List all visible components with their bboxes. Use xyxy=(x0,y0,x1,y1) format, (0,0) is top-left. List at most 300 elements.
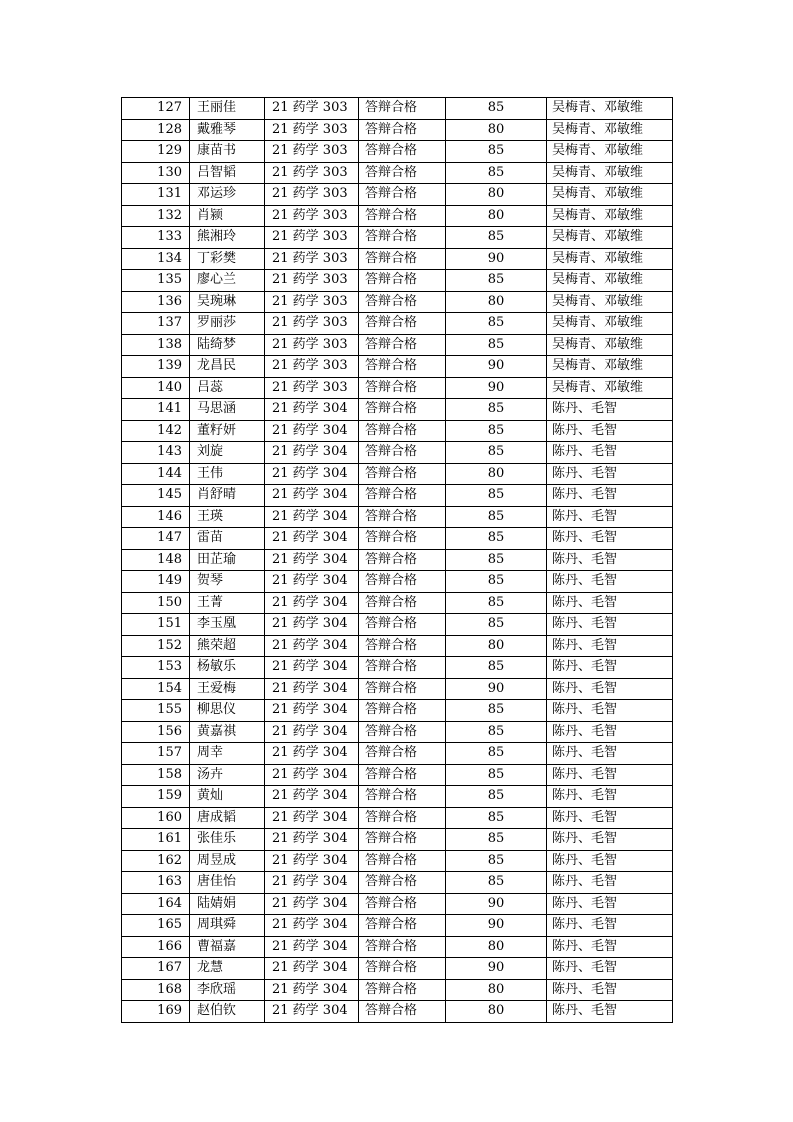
row-number-cell: 146 xyxy=(122,506,190,528)
defense-result-cell: 答辩合格 xyxy=(359,721,446,743)
row-number-cell: 141 xyxy=(122,399,190,421)
class-cell: 21 药学 304 xyxy=(265,399,359,421)
table-row xyxy=(122,807,673,829)
score-cell: 80 xyxy=(446,119,547,141)
advisors-cell: 吴梅青、邓敏维 xyxy=(547,334,673,356)
defense-result-cell: 答辩合格 xyxy=(359,334,446,356)
row-number-cell: 154 xyxy=(122,678,190,700)
table-row xyxy=(122,592,673,614)
student-name-cell: 周琪舜 xyxy=(190,915,265,937)
student-name-cell: 曹福嘉 xyxy=(190,936,265,958)
score-cell: 80 xyxy=(446,291,547,313)
student-name-cell: 董籽妍 xyxy=(190,420,265,442)
score-cell: 85 xyxy=(446,764,547,786)
class-cell: 21 药学 303 xyxy=(265,227,359,249)
table-row xyxy=(122,635,673,657)
student-name-cell: 康苗书 xyxy=(190,141,265,163)
class-cell: 21 药学 304 xyxy=(265,829,359,851)
table-row xyxy=(122,377,673,399)
row-number-cell: 165 xyxy=(122,915,190,937)
advisors-cell: 陈丹、毛智 xyxy=(547,678,673,700)
score-cell: 85 xyxy=(446,743,547,765)
table-row xyxy=(122,528,673,550)
table-row xyxy=(122,184,673,206)
score-cell: 85 xyxy=(446,399,547,421)
score-cell: 85 xyxy=(446,485,547,507)
defense-result-cell: 答辩合格 xyxy=(359,657,446,679)
score-cell: 85 xyxy=(446,700,547,722)
defense-result-cell: 答辩合格 xyxy=(359,162,446,184)
class-cell: 21 药学 304 xyxy=(265,936,359,958)
student-name-cell: 田芷瑜 xyxy=(190,549,265,571)
class-cell: 21 药学 303 xyxy=(265,184,359,206)
table-row xyxy=(122,248,673,270)
table-row xyxy=(122,291,673,313)
advisors-cell: 陈丹、毛智 xyxy=(547,936,673,958)
table-row xyxy=(122,571,673,593)
row-number-cell: 140 xyxy=(122,377,190,399)
class-cell: 21 药学 304 xyxy=(265,506,359,528)
student-name-cell: 李欣瑶 xyxy=(190,979,265,1001)
row-number-cell: 130 xyxy=(122,162,190,184)
row-number-cell: 144 xyxy=(122,463,190,485)
row-number-cell: 158 xyxy=(122,764,190,786)
score-cell: 85 xyxy=(446,334,547,356)
score-cell: 80 xyxy=(446,205,547,227)
student-name-cell: 吕蕊 xyxy=(190,377,265,399)
defense-result-cell: 答辩合格 xyxy=(359,227,446,249)
class-cell: 21 药学 304 xyxy=(265,549,359,571)
defense-result-cell: 答辩合格 xyxy=(359,614,446,636)
score-cell: 90 xyxy=(446,915,547,937)
score-cell: 90 xyxy=(446,678,547,700)
student-name-cell: 龙慧 xyxy=(190,958,265,980)
class-cell: 21 药学 303 xyxy=(265,334,359,356)
student-name-cell: 马思涵 xyxy=(190,399,265,421)
table-row xyxy=(122,162,673,184)
row-number-cell: 159 xyxy=(122,786,190,808)
defense-result-cell: 答辩合格 xyxy=(359,313,446,335)
student-name-cell: 黄灿 xyxy=(190,786,265,808)
advisors-cell: 吴梅青、邓敏维 xyxy=(547,270,673,292)
table-row xyxy=(122,743,673,765)
student-name-cell: 丁彩樊 xyxy=(190,248,265,270)
class-cell: 21 药学 304 xyxy=(265,657,359,679)
advisors-cell: 陈丹、毛智 xyxy=(547,635,673,657)
class-cell: 21 药学 304 xyxy=(265,485,359,507)
score-cell: 85 xyxy=(446,98,547,120)
score-cell: 85 xyxy=(446,420,547,442)
row-number-cell: 133 xyxy=(122,227,190,249)
defense-result-cell: 答辩合格 xyxy=(359,958,446,980)
table-row xyxy=(122,119,673,141)
table-row xyxy=(122,979,673,1001)
score-cell: 85 xyxy=(446,442,547,464)
class-cell: 21 药学 303 xyxy=(265,377,359,399)
advisors-cell: 陈丹、毛智 xyxy=(547,850,673,872)
table-row xyxy=(122,227,673,249)
class-cell: 21 药学 303 xyxy=(265,291,359,313)
row-number-cell: 155 xyxy=(122,700,190,722)
defense-result-cell: 答辩合格 xyxy=(359,442,446,464)
class-cell: 21 药学 304 xyxy=(265,915,359,937)
table-row xyxy=(122,270,673,292)
score-cell: 85 xyxy=(446,657,547,679)
score-cell: 85 xyxy=(446,162,547,184)
advisors-cell: 陈丹、毛智 xyxy=(547,807,673,829)
table-row xyxy=(122,356,673,378)
table-row xyxy=(122,850,673,872)
table-row xyxy=(122,399,673,421)
advisors-cell: 吴梅青、邓敏维 xyxy=(547,248,673,270)
advisors-cell: 吴梅青、邓敏维 xyxy=(547,119,673,141)
score-cell: 85 xyxy=(446,592,547,614)
table-row xyxy=(122,141,673,163)
table-row xyxy=(122,872,673,894)
score-cell: 80 xyxy=(446,184,547,206)
score-cell: 85 xyxy=(446,850,547,872)
class-cell: 21 药学 303 xyxy=(265,141,359,163)
results-table-body xyxy=(122,98,673,1023)
defense-result-cell: 答辩合格 xyxy=(359,872,446,894)
student-name-cell: 吕智韬 xyxy=(190,162,265,184)
advisors-cell: 陈丹、毛智 xyxy=(547,786,673,808)
advisors-cell: 陈丹、毛智 xyxy=(547,764,673,786)
advisors-cell: 陈丹、毛智 xyxy=(547,420,673,442)
row-number-cell: 136 xyxy=(122,291,190,313)
table-row xyxy=(122,678,673,700)
advisors-cell: 陈丹、毛智 xyxy=(547,463,673,485)
score-cell: 80 xyxy=(446,1001,547,1023)
student-name-cell: 杨敏乐 xyxy=(190,657,265,679)
student-name-cell: 戴雅琴 xyxy=(190,119,265,141)
row-number-cell: 163 xyxy=(122,872,190,894)
score-cell: 85 xyxy=(446,141,547,163)
table-row xyxy=(122,205,673,227)
student-name-cell: 张佳乐 xyxy=(190,829,265,851)
table-row xyxy=(122,485,673,507)
defense-result-cell: 答辩合格 xyxy=(359,356,446,378)
advisors-cell: 吴梅青、邓敏维 xyxy=(547,98,673,120)
row-number-cell: 168 xyxy=(122,979,190,1001)
student-name-cell: 周昱成 xyxy=(190,850,265,872)
class-cell: 21 药学 304 xyxy=(265,528,359,550)
row-number-cell: 127 xyxy=(122,98,190,120)
defense-result-cell: 答辩合格 xyxy=(359,463,446,485)
row-number-cell: 145 xyxy=(122,485,190,507)
student-name-cell: 龙昌民 xyxy=(190,356,265,378)
class-cell: 21 药学 304 xyxy=(265,700,359,722)
class-cell: 21 药学 304 xyxy=(265,721,359,743)
class-cell: 21 药学 304 xyxy=(265,743,359,765)
class-cell: 21 药学 304 xyxy=(265,442,359,464)
advisors-cell: 吴梅青、邓敏维 xyxy=(547,227,673,249)
class-cell: 21 药学 304 xyxy=(265,958,359,980)
row-number-cell: 161 xyxy=(122,829,190,851)
row-number-cell: 169 xyxy=(122,1001,190,1023)
table-row xyxy=(122,721,673,743)
defense-result-cell: 答辩合格 xyxy=(359,829,446,851)
student-name-cell: 黄嘉祺 xyxy=(190,721,265,743)
advisors-cell: 陈丹、毛智 xyxy=(547,958,673,980)
student-name-cell: 赵伯钦 xyxy=(190,1001,265,1023)
advisors-cell: 陈丹、毛智 xyxy=(547,399,673,421)
defense-result-cell: 答辩合格 xyxy=(359,592,446,614)
row-number-cell: 131 xyxy=(122,184,190,206)
advisors-cell: 陈丹、毛智 xyxy=(547,743,673,765)
class-cell: 21 药学 303 xyxy=(265,205,359,227)
class-cell: 21 药学 304 xyxy=(265,571,359,593)
table-row xyxy=(122,893,673,915)
class-cell: 21 药学 304 xyxy=(265,635,359,657)
defense-result-cell: 答辩合格 xyxy=(359,635,446,657)
row-number-cell: 137 xyxy=(122,313,190,335)
table-row xyxy=(122,936,673,958)
row-number-cell: 152 xyxy=(122,635,190,657)
table-row xyxy=(122,313,673,335)
student-name-cell: 吴琬琳 xyxy=(190,291,265,313)
defense-result-cell: 答辩合格 xyxy=(359,678,446,700)
student-name-cell: 王爱梅 xyxy=(190,678,265,700)
table-row xyxy=(122,334,673,356)
student-name-cell: 李玉凰 xyxy=(190,614,265,636)
student-name-cell: 肖颍 xyxy=(190,205,265,227)
row-number-cell: 151 xyxy=(122,614,190,636)
class-cell: 21 药学 304 xyxy=(265,893,359,915)
student-name-cell: 廖心兰 xyxy=(190,270,265,292)
score-cell: 80 xyxy=(446,936,547,958)
score-cell: 90 xyxy=(446,377,547,399)
defense-result-cell: 答辩合格 xyxy=(359,807,446,829)
student-name-cell: 陆绮梦 xyxy=(190,334,265,356)
advisors-cell: 陈丹、毛智 xyxy=(547,549,673,571)
advisors-cell: 吴梅青、邓敏维 xyxy=(547,356,673,378)
table-row xyxy=(122,1001,673,1023)
defense-result-cell: 答辩合格 xyxy=(359,893,446,915)
score-cell: 85 xyxy=(446,227,547,249)
class-cell: 21 药学 304 xyxy=(265,979,359,1001)
row-number-cell: 134 xyxy=(122,248,190,270)
defense-result-cell: 答辩合格 xyxy=(359,571,446,593)
defense-result-cell: 答辩合格 xyxy=(359,915,446,937)
student-name-cell: 唐成韬 xyxy=(190,807,265,829)
class-cell: 21 药学 304 xyxy=(265,850,359,872)
student-name-cell: 王瑛 xyxy=(190,506,265,528)
student-name-cell: 陆婧娟 xyxy=(190,893,265,915)
defense-result-cell: 答辩合格 xyxy=(359,270,446,292)
table-row xyxy=(122,829,673,851)
advisors-cell: 吴梅青、邓敏维 xyxy=(547,184,673,206)
defense-result-cell: 答辩合格 xyxy=(359,786,446,808)
defense-result-cell: 答辩合格 xyxy=(359,850,446,872)
score-cell: 90 xyxy=(446,893,547,915)
student-name-cell: 周幸 xyxy=(190,743,265,765)
class-cell: 21 药学 304 xyxy=(265,614,359,636)
defense-result-cell: 答辩合格 xyxy=(359,141,446,163)
student-name-cell: 罗丽莎 xyxy=(190,313,265,335)
table-row xyxy=(122,442,673,464)
table-row xyxy=(122,614,673,636)
advisors-cell: 吴梅青、邓敏维 xyxy=(547,377,673,399)
table-row xyxy=(122,420,673,442)
score-cell: 85 xyxy=(446,313,547,335)
advisors-cell: 陈丹、毛智 xyxy=(547,506,673,528)
advisors-cell: 陈丹、毛智 xyxy=(547,893,673,915)
advisors-cell: 陈丹、毛智 xyxy=(547,442,673,464)
row-number-cell: 138 xyxy=(122,334,190,356)
class-cell: 21 药学 304 xyxy=(265,678,359,700)
student-name-cell: 柳思仪 xyxy=(190,700,265,722)
student-name-cell: 邓运珍 xyxy=(190,184,265,206)
score-cell: 90 xyxy=(446,248,547,270)
row-number-cell: 143 xyxy=(122,442,190,464)
student-name-cell: 熊湘玲 xyxy=(190,227,265,249)
defense-result-cell: 答辩合格 xyxy=(359,764,446,786)
advisors-cell: 陈丹、毛智 xyxy=(547,872,673,894)
score-cell: 85 xyxy=(446,614,547,636)
row-number-cell: 129 xyxy=(122,141,190,163)
advisors-cell: 吴梅青、邓敏维 xyxy=(547,205,673,227)
class-cell: 21 药学 303 xyxy=(265,270,359,292)
advisors-cell: 陈丹、毛智 xyxy=(547,1001,673,1023)
student-name-cell: 唐佳怡 xyxy=(190,872,265,894)
defense-result-cell: 答辩合格 xyxy=(359,549,446,571)
class-cell: 21 药学 303 xyxy=(265,98,359,120)
score-cell: 85 xyxy=(446,807,547,829)
defense-result-cell: 答辩合格 xyxy=(359,98,446,120)
student-name-cell: 刘旋 xyxy=(190,442,265,464)
advisors-cell: 吴梅青、邓敏维 xyxy=(547,291,673,313)
class-cell: 21 药学 303 xyxy=(265,313,359,335)
defense-result-cell: 答辩合格 xyxy=(359,377,446,399)
row-number-cell: 156 xyxy=(122,721,190,743)
defense-result-cell: 答辩合格 xyxy=(359,936,446,958)
row-number-cell: 142 xyxy=(122,420,190,442)
score-cell: 85 xyxy=(446,872,547,894)
defense-result-cell: 答辩合格 xyxy=(359,700,446,722)
row-number-cell: 164 xyxy=(122,893,190,915)
student-name-cell: 王菁 xyxy=(190,592,265,614)
class-cell: 21 药学 304 xyxy=(265,872,359,894)
advisors-cell: 陈丹、毛智 xyxy=(547,614,673,636)
table-row xyxy=(122,657,673,679)
advisors-cell: 陈丹、毛智 xyxy=(547,657,673,679)
advisors-cell: 陈丹、毛智 xyxy=(547,592,673,614)
defense-result-cell: 答辩合格 xyxy=(359,420,446,442)
table-row xyxy=(122,506,673,528)
row-number-cell: 148 xyxy=(122,549,190,571)
row-number-cell: 157 xyxy=(122,743,190,765)
class-cell: 21 药学 303 xyxy=(265,119,359,141)
score-cell: 85 xyxy=(446,549,547,571)
score-cell: 85 xyxy=(446,571,547,593)
score-cell: 80 xyxy=(446,635,547,657)
student-name-cell: 肖舒晴 xyxy=(190,485,265,507)
advisors-cell: 陈丹、毛智 xyxy=(547,485,673,507)
score-cell: 85 xyxy=(446,528,547,550)
student-name-cell: 王伟 xyxy=(190,463,265,485)
table-row xyxy=(122,463,673,485)
table-row xyxy=(122,549,673,571)
advisors-cell: 陈丹、毛智 xyxy=(547,979,673,1001)
score-cell: 85 xyxy=(446,829,547,851)
defense-result-cell: 答辩合格 xyxy=(359,485,446,507)
score-cell: 80 xyxy=(446,979,547,1001)
score-cell: 85 xyxy=(446,786,547,808)
student-name-cell: 贺琴 xyxy=(190,571,265,593)
row-number-cell: 153 xyxy=(122,657,190,679)
class-cell: 21 药学 303 xyxy=(265,356,359,378)
table-row xyxy=(122,958,673,980)
advisors-cell: 陈丹、毛智 xyxy=(547,571,673,593)
defense-result-cell: 答辩合格 xyxy=(359,291,446,313)
class-cell: 21 药学 303 xyxy=(265,162,359,184)
score-cell: 85 xyxy=(446,506,547,528)
defense-result-cell: 答辩合格 xyxy=(359,205,446,227)
advisors-cell: 陈丹、毛智 xyxy=(547,915,673,937)
student-name-cell: 王丽佳 xyxy=(190,98,265,120)
score-cell: 85 xyxy=(446,721,547,743)
advisors-cell: 陈丹、毛智 xyxy=(547,528,673,550)
table-row xyxy=(122,915,673,937)
row-number-cell: 166 xyxy=(122,936,190,958)
row-number-cell: 167 xyxy=(122,958,190,980)
row-number-cell: 150 xyxy=(122,592,190,614)
score-cell: 90 xyxy=(446,356,547,378)
class-cell: 21 药学 304 xyxy=(265,764,359,786)
table-row xyxy=(122,786,673,808)
row-number-cell: 132 xyxy=(122,205,190,227)
row-number-cell: 139 xyxy=(122,356,190,378)
defense-result-cell: 答辩合格 xyxy=(359,506,446,528)
advisors-cell: 吴梅青、邓敏维 xyxy=(547,141,673,163)
advisors-cell: 吴梅青、邓敏维 xyxy=(547,162,673,184)
defense-result-cell: 答辩合格 xyxy=(359,528,446,550)
student-name-cell: 汤卉 xyxy=(190,764,265,786)
defense-result-cell: 答辩合格 xyxy=(359,743,446,765)
class-cell: 21 药学 304 xyxy=(265,463,359,485)
class-cell: 21 药学 304 xyxy=(265,420,359,442)
row-number-cell: 135 xyxy=(122,270,190,292)
defense-result-cell: 答辩合格 xyxy=(359,399,446,421)
class-cell: 21 药学 304 xyxy=(265,807,359,829)
table-row xyxy=(122,98,673,120)
score-cell: 80 xyxy=(446,463,547,485)
defense-result-cell: 答辩合格 xyxy=(359,248,446,270)
defense-result-cell: 答辩合格 xyxy=(359,1001,446,1023)
defense-result-cell: 答辩合格 xyxy=(359,184,446,206)
class-cell: 21 药学 304 xyxy=(265,1001,359,1023)
student-name-cell: 雷苗 xyxy=(190,528,265,550)
advisors-cell: 吴梅青、邓敏维 xyxy=(547,313,673,335)
student-name-cell: 熊荣超 xyxy=(190,635,265,657)
advisors-cell: 陈丹、毛智 xyxy=(547,829,673,851)
row-number-cell: 128 xyxy=(122,119,190,141)
results-table xyxy=(121,97,673,1023)
table-row xyxy=(122,700,673,722)
score-cell: 90 xyxy=(446,958,547,980)
row-number-cell: 149 xyxy=(122,571,190,593)
class-cell: 21 药学 304 xyxy=(265,592,359,614)
class-cell: 21 药学 303 xyxy=(265,248,359,270)
row-number-cell: 147 xyxy=(122,528,190,550)
advisors-cell: 陈丹、毛智 xyxy=(547,700,673,722)
row-number-cell: 162 xyxy=(122,850,190,872)
table-row xyxy=(122,764,673,786)
row-number-cell: 160 xyxy=(122,807,190,829)
defense-result-cell: 答辩合格 xyxy=(359,979,446,1001)
defense-result-cell: 答辩合格 xyxy=(359,119,446,141)
